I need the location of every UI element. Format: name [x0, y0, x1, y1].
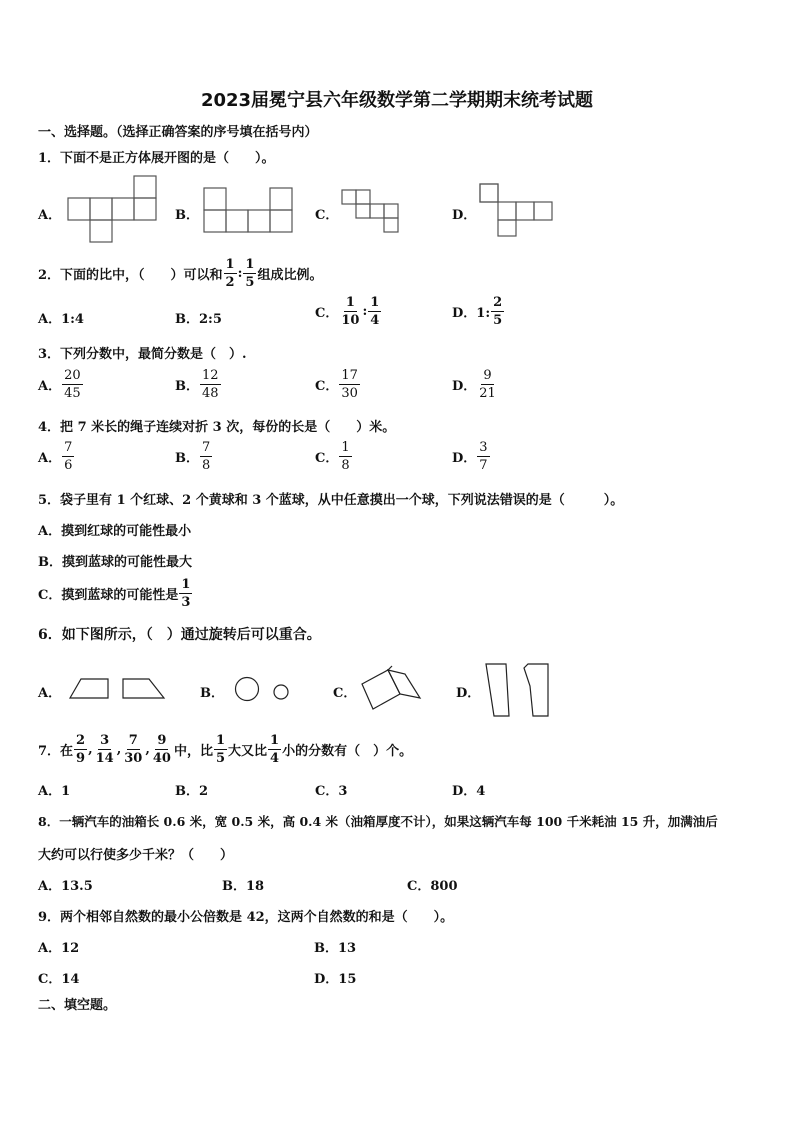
q4-option-a[interactable]	[38, 441, 75, 472]
q6-option-c-quadrilaterals	[360, 664, 424, 712]
q2-ratio-colon: :	[237, 266, 243, 281]
q8-option-b[interactable]: B．18	[222, 879, 265, 894]
q1-option-d-label[interactable]: D．	[452, 208, 477, 223]
q9-stem: 9．两个相邻自然数的最小公倍数是 42，这两个自然数的和是（ ）。	[38, 910, 454, 925]
q9-option-a[interactable]: A．12	[38, 941, 80, 956]
q1-option-a-net	[66, 176, 158, 244]
q3-option-b[interactable]	[175, 369, 222, 400]
q4-stem: 4．把 7 米长的绳子连续对折 3 次，每份的长是（ ）米。	[38, 420, 396, 435]
q3-option-b-label: B．	[175, 379, 199, 394]
q5-option-c[interactable]	[38, 578, 193, 609]
q7-stem	[38, 734, 412, 765]
q5-stem: 5．袋子里有 1 个红球、2 个黄球和 3 个蓝球，从中任意摸出一个球，下列说法错误的是（ ）。	[38, 493, 624, 508]
q2-stem-end: 组成比例。	[257, 268, 323, 283]
q8-option-a[interactable]: A．13.5	[38, 879, 93, 894]
q1-option-b-net	[202, 186, 294, 234]
q3-option-d-frac: $\frac{9}{21}$	[479, 368, 496, 401]
q3-option-a[interactable]	[38, 369, 84, 400]
q1-option-c-net	[340, 188, 402, 234]
q2-option-b[interactable]: B．2:5	[175, 312, 222, 327]
q1-stem: 1．下面不是正方体展开图的是（ ）。	[38, 151, 275, 166]
q2-option-d-frac: $\frac{2}{5}$	[493, 295, 503, 328]
q8-stem-line2: 大约可以行使多少千米？（ ）	[38, 848, 234, 863]
q6-option-a-label[interactable]: A．	[38, 686, 62, 701]
q4-option-d-label: D．	[452, 451, 477, 466]
q1-option-d-net	[478, 182, 554, 238]
q5-option-b[interactable]: B．摸到蓝球的可能性最大	[38, 555, 192, 570]
q9-option-b[interactable]: B．13	[314, 941, 357, 956]
q4-option-a-label: A．	[38, 451, 62, 466]
q7-stem-mid2: 大又比	[228, 744, 268, 759]
section-choice-heading: 一、选择题。（选择正确答案的序号填在括号内）	[38, 125, 318, 140]
q5-option-c-text: C．摸到蓝球的可能性是	[38, 588, 179, 603]
q3-option-d-label: D．	[452, 379, 477, 394]
q8-option-c[interactable]: C．800	[407, 879, 458, 894]
q3-option-c-label: C．	[315, 379, 339, 394]
q7-option-b[interactable]: B．2	[175, 784, 209, 799]
q4-option-a-frac: $\frac{7}{6}$	[64, 440, 73, 473]
q7-comma: ,	[88, 742, 93, 757]
q7-comma: ,	[145, 742, 150, 757]
q6-option-d-shapes	[484, 662, 554, 718]
q9-option-c[interactable]: C．14	[38, 972, 80, 987]
q7-fraction-4: $\frac{9}{40}$	[152, 733, 171, 766]
q3-option-c[interactable]	[315, 369, 361, 400]
q2-option-d[interactable]	[452, 296, 505, 327]
q7-stem-mid1: 中，比	[173, 744, 213, 759]
q3-stem: 3．下列分数中，最简分数是（ ）.	[38, 347, 247, 362]
q4-option-d-frac: $\frac{3}{7}$	[479, 440, 488, 473]
q7-fraction-1: $\frac{2}{9}$	[76, 733, 86, 766]
q4-option-b[interactable]	[175, 441, 213, 472]
q3-option-b-frac: $\frac{12}{48}$	[202, 368, 219, 401]
q3-option-d[interactable]	[452, 369, 499, 400]
q4-option-c[interactable]	[315, 441, 353, 472]
q6-option-c-label[interactable]: C．	[333, 686, 357, 701]
q7-fraction-2: $\frac{3}{14}$	[95, 733, 114, 766]
q6-stem: 6．如下图所示，（ ）通过旋转后可以重合。	[38, 627, 321, 643]
q9-option-d[interactable]: D．15	[314, 972, 357, 987]
page-title: 2023届冕宁县六年级数学第二学期期末统考试题	[200, 90, 594, 111]
q5-option-a[interactable]: A．摸到红球的可能性最小	[38, 524, 192, 539]
q4-option-d[interactable]	[452, 441, 491, 472]
q6-option-d-label[interactable]: D．	[456, 686, 481, 701]
q4-option-c-label: C．	[315, 451, 339, 466]
q7-option-a[interactable]: A．1	[38, 784, 71, 799]
section-fill-heading: 二、填空题。	[38, 998, 117, 1013]
q7-option-d[interactable]: D．4	[452, 784, 486, 799]
q2-option-c-frac2: $\frac{1}{4}$	[370, 295, 380, 328]
q2-fraction-fifth: $\frac{1}{5}$	[245, 257, 255, 290]
q7-comma: ,	[116, 742, 122, 757]
q4-option-c-frac: $\frac{1}{8}$	[341, 440, 350, 473]
q7-fraction-3: $\frac{7}{30}$	[124, 733, 143, 766]
q2-option-c[interactable]	[315, 296, 382, 327]
q1-option-b-label[interactable]: B．	[175, 208, 199, 223]
q2-fraction-half: $\frac{1}{2}$	[225, 257, 235, 290]
q2-option-c-frac1: $\frac{1}{10}$	[341, 295, 360, 328]
q6-option-b-circles	[234, 676, 294, 702]
q7-bound-fifth: $\frac{1}{5}$	[215, 733, 226, 766]
q5-option-c-frac: $\frac{1}{3}$	[181, 577, 191, 610]
q2-option-a[interactable]: A．1:4	[38, 312, 84, 327]
q1-option-a-label[interactable]: A．	[38, 208, 62, 223]
q2-option-c-colon: :	[362, 304, 368, 319]
q3-option-c-frac: $\frac{17}{30}$	[341, 368, 358, 401]
q1-option-c-label[interactable]: C．	[315, 208, 339, 223]
q7-option-c[interactable]: C．3	[315, 784, 348, 799]
q7-bound-quarter: $\frac{1}{4}$	[270, 733, 280, 766]
q2-option-d-label: D．1:	[452, 306, 491, 321]
q7-stem-start: 7．在	[38, 744, 74, 759]
q2-stem-text: 2．下面的比中，（ ）可以和	[38, 268, 223, 283]
q7-stem-end: 小的分数有（ ）个。	[282, 744, 413, 759]
q2-stem	[38, 258, 322, 289]
q3-option-a-frac: $\frac{20}{45}$	[64, 368, 81, 401]
q4-option-b-frac: $\frac{7}{8}$	[202, 440, 211, 473]
q3-option-a-label: A．	[38, 379, 62, 394]
q2-option-c-label: C．	[315, 306, 339, 321]
q6-option-b-label[interactable]: B．	[200, 686, 224, 701]
q6-option-a-trapezoids	[68, 677, 168, 701]
q4-option-b-label: B．	[175, 451, 199, 466]
q8-stem-line1: 8．一辆汽车的油箱长 0.6 米，宽 0.5 米，高 0.4 米（油箱厚度不计），如果这辆汽车每 100 千米耗油 15 升，加满油后	[38, 814, 718, 829]
